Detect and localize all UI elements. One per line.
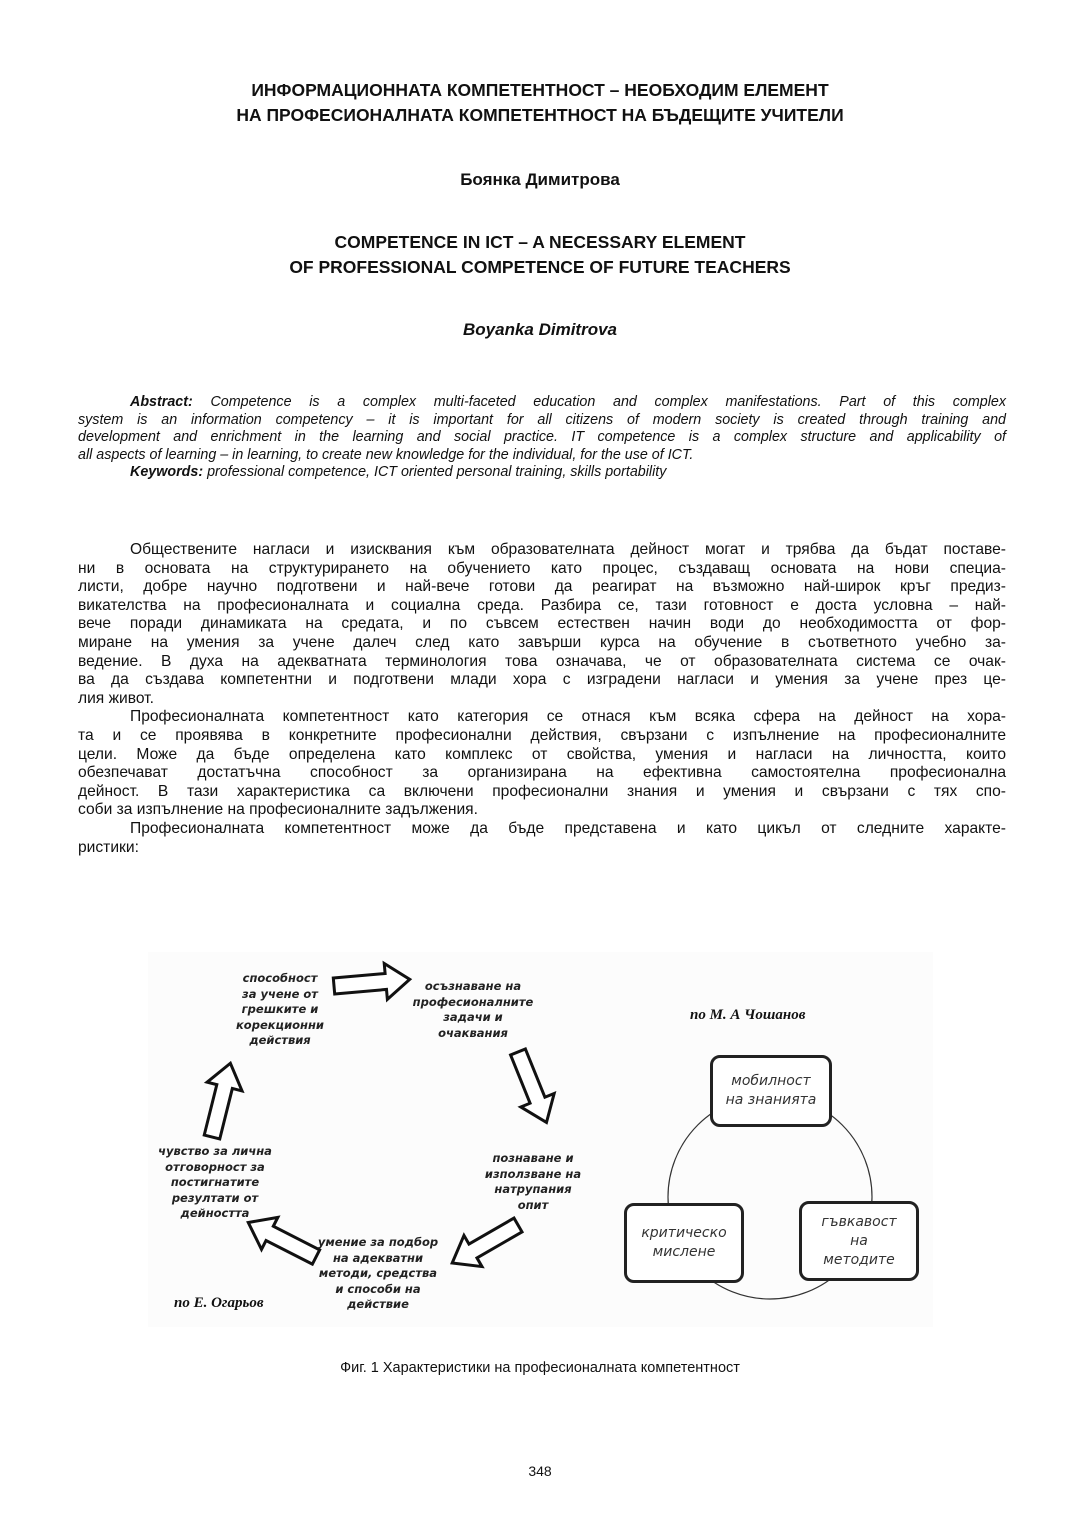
triad-box-mobility bbox=[710, 1055, 832, 1127]
triad-text: методите bbox=[823, 1251, 895, 1268]
body-line: Обществените нагласи и изисквания към образователната дейност могат и трябва да бъдат поставе- bbox=[130, 541, 1006, 558]
body-line: Професионалната компетентност може да бъде представена и като цикъл от следните характе- bbox=[130, 819, 1006, 837]
body-text bbox=[78, 541, 1006, 857]
cycle-text: умение за подбор bbox=[317, 1235, 439, 1249]
title-en bbox=[0, 230, 1080, 280]
triad-source: по М. А Чошанов bbox=[690, 1007, 806, 1023]
body-line: ристики: bbox=[78, 838, 139, 856]
triad-box-flexibility bbox=[799, 1201, 919, 1281]
body-line: соби за изпълнение на професионалните задължения. bbox=[78, 801, 478, 819]
cycle-text: очаквания bbox=[438, 1025, 508, 1040]
cycle-text: постигнатите bbox=[170, 1175, 260, 1189]
cycle-text: задачи и bbox=[443, 1010, 503, 1024]
body-line: лия живот. bbox=[78, 689, 154, 707]
cycle-text: резултати от bbox=[171, 1190, 259, 1205]
cycle-arrow-icon bbox=[443, 1209, 527, 1278]
triad-box-critical bbox=[624, 1203, 744, 1283]
keywords-label: Keywords: bbox=[130, 464, 204, 481]
cycle-text: грешките и bbox=[241, 1002, 319, 1016]
body-line: Професионалната компетентност като категория се отнася към всяка сфера на дейност на хора- bbox=[130, 708, 1006, 726]
triad-text: мобилност bbox=[731, 1073, 811, 1089]
cycle-item bbox=[403, 979, 543, 1041]
cycle-text: дейността bbox=[180, 1206, 250, 1220]
triad-text: на знанията bbox=[725, 1092, 817, 1108]
author-bg: Боянка Димитрова bbox=[460, 170, 620, 189]
triad-text: гъвкавост bbox=[821, 1213, 897, 1230]
abstract bbox=[78, 394, 1006, 482]
body-line: вече поради динамиката на средата, и по съвсем естествен начин води до необходимостта от фор- bbox=[78, 615, 1006, 633]
triad-text: на bbox=[850, 1232, 868, 1249]
cycle-text: действие bbox=[347, 1297, 409, 1311]
cycle-text: на адекватни bbox=[332, 1250, 424, 1265]
cycle-source: по Е. Огарьов bbox=[174, 1295, 264, 1311]
title-en-line: OF PROFESSIONAL COMPETENCE OF FUTURE TEACHERS bbox=[289, 257, 791, 277]
body-line: ва да създава компетентни и подготвени млади хора с изградени нагласи и умения за учене през це- bbox=[78, 671, 1006, 689]
figure bbox=[148, 952, 933, 1327]
cycle-text: методи, средства bbox=[318, 1266, 438, 1280]
cycle-text: и способи на bbox=[335, 1281, 421, 1296]
cycle-text: професионалните bbox=[412, 994, 534, 1009]
page-number: 348 bbox=[528, 1463, 552, 1479]
cycle-text: натрупания bbox=[494, 1182, 572, 1196]
abstract-label: Abstract: bbox=[130, 394, 193, 410]
abstract-line: Competence is a complex multi-faceted education and complex manifestations. Part of this complex bbox=[210, 394, 1006, 410]
body-line: дейност. В тази характеристика са включени професионални знания и умения и свързани с тях спо- bbox=[78, 782, 1006, 800]
body-line: ни в основата на структурирането на обучението като процес, създаващ основата на нови специа- bbox=[78, 559, 1006, 577]
triad-text: критическо bbox=[641, 1225, 727, 1241]
cycle-text: за учене от bbox=[242, 986, 318, 1001]
abstract-line: system is an information competency – it is important for all citizens of modern society is created through training and bbox=[78, 411, 1006, 428]
abstract-line: development and enrichment in the learning and social practice. IT competence is a complex structure and applicability of bbox=[78, 429, 1006, 446]
cycle-arrow-icon bbox=[332, 961, 411, 1003]
figure-caption: Фиг. 1 Характеристики на професионалната компетентност bbox=[340, 1360, 740, 1376]
abstract-line: all aspects of learning – in learning, to create new knowledge for the individual, for the use of ICT. bbox=[78, 446, 694, 463]
body-line: цели. Може да бъде определена като комплекс от свойства, умения и нагласи на личността, които bbox=[78, 745, 1006, 763]
body-line: листи, добре научно подготвени и най-вече готови да реагират на възможно най-широк кръг предиз- bbox=[78, 578, 1006, 596]
author-en: Boyanka Dimitrova bbox=[463, 320, 617, 339]
cycle-item bbox=[220, 971, 340, 1049]
title-bg-line: ИНФОРМАЦИОННАТА КОМПЕТЕНТНОСТ – НЕОБХОДИМ ЕЛЕМЕНТ bbox=[251, 80, 829, 100]
cycle-text: отговорност за bbox=[165, 1159, 265, 1174]
cycle-item bbox=[308, 1235, 448, 1313]
body-line: викателства на професионалната и социална среда. Разбира се, тази готовност е доста условна – най- bbox=[78, 596, 1006, 614]
cycle-text: познаване и bbox=[492, 1151, 574, 1165]
cycle-text: осъзнаване на bbox=[424, 979, 522, 993]
cycle-text: способност bbox=[242, 971, 318, 985]
cycle-text: опит bbox=[517, 1197, 549, 1212]
title-bg bbox=[0, 78, 1080, 128]
cycle-text: действия bbox=[249, 1033, 311, 1047]
cycle-text: корекционни bbox=[236, 1017, 324, 1032]
triad-text: мислене bbox=[652, 1244, 716, 1260]
body-line: ведение. В духа на адекватната терминология това означава, че от образователната система се очак- bbox=[78, 652, 1006, 670]
cycle-text: чувство за лична bbox=[158, 1144, 272, 1158]
cycle-item bbox=[473, 1151, 593, 1213]
cycle-item bbox=[150, 1144, 280, 1222]
keywords: professional competence, ICT oriented personal training, skills portability bbox=[207, 464, 667, 481]
body-line: обезпечават достатъчна способност за организирана на ефективна самостоятелна професионална bbox=[78, 764, 1006, 782]
cycle-arrow-icon bbox=[501, 1045, 563, 1129]
cycle-text: използване на bbox=[484, 1166, 582, 1181]
body-line: миране на умения за учене далеч след като завърши курса на обучение в съответното учебно за- bbox=[78, 633, 1006, 651]
title-en-line: COMPETENCE IN ICT – A NECESSARY ELEMENT bbox=[334, 232, 746, 252]
title-bg-line: НА ПРОФЕСИОНАЛНАТА КОМПЕТЕНТНОСТ НА БЪДЕЩИТЕ УЧИТЕЛИ bbox=[236, 105, 844, 125]
body-line: та и се проявява в конкретните професионални действия, свързани с изпълнение на професионалните bbox=[78, 726, 1006, 744]
cycle-arrow-icon bbox=[195, 1059, 248, 1141]
